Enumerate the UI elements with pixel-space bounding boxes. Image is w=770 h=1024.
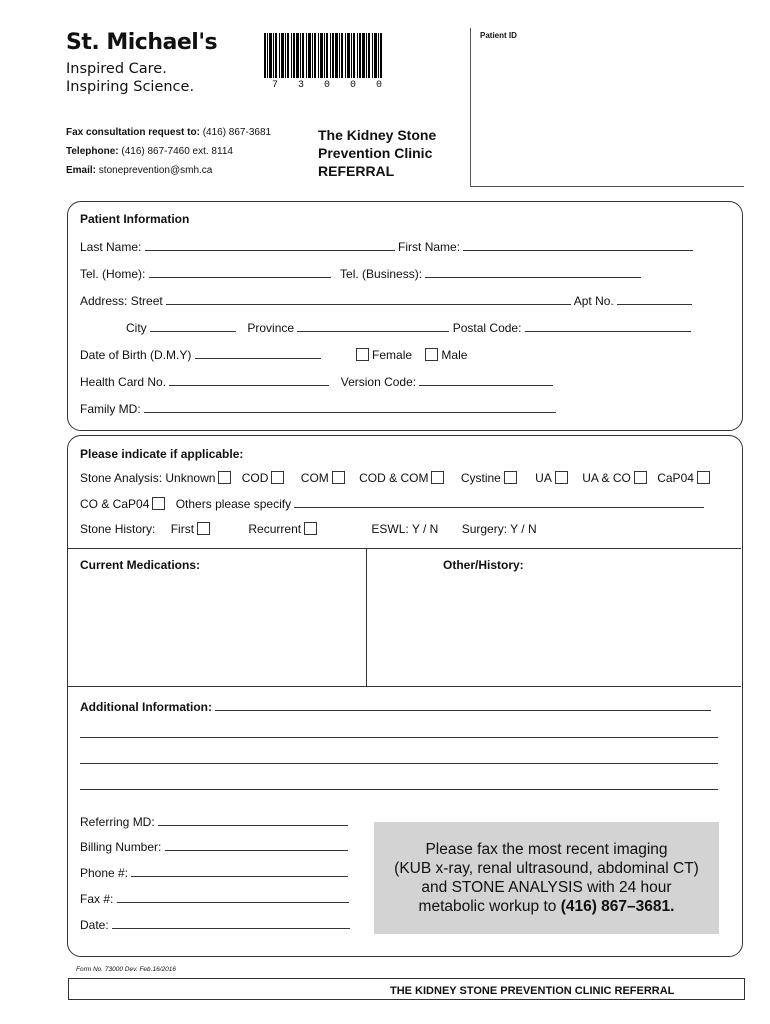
- notice-line: Please fax the most recent imaging: [425, 841, 668, 858]
- patient-information-panel: [67, 201, 743, 431]
- logo-tagline-line2: Inspiring Science.: [66, 79, 195, 95]
- cod-label: COD: [241, 471, 269, 485]
- notice-line4-prefix: metabolic workup to: [418, 898, 557, 915]
- other-history-label: Other/History:: [443, 558, 524, 572]
- date-field[interactable]: [112, 918, 350, 929]
- family-md-label: Family MD:: [80, 402, 141, 416]
- patient-id-label: Patient ID: [480, 31, 517, 40]
- cod-checkbox[interactable]: [271, 471, 284, 484]
- billing-number-field[interactable]: [165, 840, 348, 851]
- cap04-label: CaP04: [657, 471, 694, 485]
- last-name-field[interactable]: [145, 240, 395, 251]
- additional-info-line[interactable]: [80, 737, 718, 738]
- tel-home-label: Tel. (Home):: [80, 267, 146, 281]
- additional-info-line[interactable]: [80, 789, 718, 790]
- fax-contact-value: (416) 867-3681: [202, 127, 272, 138]
- co-cap04-checkbox[interactable]: [152, 497, 165, 510]
- form-number: Form No. 73000 Dev. Feb.16/2016: [76, 966, 176, 973]
- telephone-contact: [66, 146, 233, 157]
- additional-info-row: [80, 700, 711, 714]
- barcode-digit: 0: [323, 80, 330, 91]
- email-contact: [66, 165, 212, 176]
- additional-info-line[interactable]: [80, 763, 718, 764]
- others-specify-label: Others please specify: [175, 497, 292, 511]
- address-street-field[interactable]: [166, 294, 571, 305]
- clinic-title-line1: The Kidney Stone: [318, 127, 437, 143]
- city-row: [126, 321, 691, 335]
- first-checkbox[interactable]: [197, 522, 210, 535]
- phone-label: Phone #:: [80, 866, 129, 880]
- male-checkbox[interactable]: [425, 348, 438, 361]
- phone-field[interactable]: [131, 866, 348, 877]
- telephone-value: (416) 867-7460 ext. 8114: [121, 146, 233, 157]
- notice-fax-number: (416) 867–3681.: [560, 898, 675, 915]
- current-medications-label: Current Medications:: [80, 558, 201, 572]
- stone-analysis-unknown-label: Stone Analysis: Unknown: [80, 471, 216, 485]
- additional-info-label: Additional Information:: [80, 700, 212, 714]
- patient-id-box[interactable]: [470, 28, 744, 187]
- first-name-field[interactable]: [463, 240, 693, 251]
- cystine-label: Cystine: [460, 471, 501, 485]
- cystine-checkbox[interactable]: [504, 471, 517, 484]
- date-row: [80, 918, 350, 932]
- email-value: stoneprevention@smh.ca: [98, 165, 213, 176]
- male-label: Male: [441, 348, 468, 362]
- tel-home-field[interactable]: [149, 267, 331, 278]
- referring-md-row: [80, 815, 348, 829]
- imaging-notice: [374, 822, 719, 934]
- ua-checkbox[interactable]: [555, 471, 568, 484]
- phone-row: [80, 866, 348, 880]
- fax-contact: [66, 127, 271, 138]
- postal-code-field[interactable]: [525, 321, 691, 332]
- com-label: COM: [300, 471, 329, 485]
- tel-business-field[interactable]: [425, 267, 641, 278]
- dob-row: [80, 348, 467, 362]
- com-checkbox[interactable]: [332, 471, 345, 484]
- patient-info-heading: Patient Information: [80, 212, 190, 226]
- footer-title: THE KIDNEY STONE PREVENTION CLINIC REFERRAL: [386, 985, 678, 997]
- logo-tagline-line1: Inspired Care.: [66, 61, 167, 77]
- telephone-label: Telephone:: [66, 146, 119, 157]
- barcode-digit: 0: [375, 80, 382, 91]
- city-label: City: [126, 321, 147, 335]
- clinic-title: [318, 126, 436, 180]
- referring-md-label: Referring MD:: [80, 815, 155, 829]
- postal-code-label: Postal Code:: [452, 321, 522, 335]
- health-card-label: Health Card No.: [80, 375, 167, 389]
- column-divider: [366, 548, 367, 686]
- address-row: [80, 294, 692, 308]
- additional-info-field[interactable]: [215, 700, 711, 711]
- billing-number-label: Billing Number:: [80, 840, 162, 854]
- divider: [68, 548, 741, 549]
- others-row: [80, 497, 704, 511]
- cod-com-checkbox[interactable]: [431, 471, 444, 484]
- fax-contact-label: Fax consultation request to:: [66, 127, 200, 138]
- dob-field[interactable]: [195, 348, 321, 359]
- unknown-checkbox[interactable]: [218, 471, 231, 484]
- family-md-field[interactable]: [144, 402, 556, 413]
- dob-label: Date of Birth (D.M.Y): [80, 348, 192, 362]
- apt-no-label: Apt No.: [573, 294, 614, 308]
- barcode-digit: 0: [349, 80, 356, 91]
- billing-number-row: [80, 840, 348, 854]
- ua-co-label: UA & CO: [582, 471, 631, 485]
- ua-co-checkbox[interactable]: [634, 471, 647, 484]
- eswl-label[interactable]: ESWL: Y / N: [371, 522, 439, 536]
- applicable-heading: Please indicate if applicable:: [80, 447, 244, 461]
- province-field[interactable]: [297, 321, 449, 332]
- date-label: Date:: [80, 918, 109, 932]
- recurrent-checkbox[interactable]: [304, 522, 317, 535]
- apt-no-field[interactable]: [617, 294, 692, 305]
- female-label: Female: [372, 348, 413, 362]
- female-checkbox[interactable]: [356, 348, 369, 361]
- fax-label: Fax #:: [80, 892, 114, 906]
- referring-md-field[interactable]: [158, 815, 348, 826]
- fax-field[interactable]: [117, 892, 349, 903]
- ua-label: UA: [535, 471, 552, 485]
- divider: [68, 686, 741, 687]
- clinic-title-line3: REFERRAL: [318, 163, 395, 179]
- telephone-row: [80, 267, 641, 281]
- stone-history-row: [80, 522, 537, 536]
- address-street-label: Address: Street: [80, 294, 163, 308]
- health-card-row: [80, 375, 553, 389]
- stone-history-label: Stone History:: [80, 522, 156, 536]
- email-label: Email:: [66, 165, 97, 176]
- city-field[interactable]: [150, 321, 236, 332]
- notice-line: (KUB x-ray, renal ultrasound, abdominal CT): [394, 860, 699, 877]
- version-code-label: Version Code:: [340, 375, 417, 389]
- logo-name: St. Michael's: [66, 30, 218, 55]
- province-label: Province: [247, 321, 295, 335]
- cap04-checkbox[interactable]: [697, 471, 710, 484]
- fax-row: [80, 892, 349, 906]
- name-row: [80, 240, 693, 254]
- co-cap04-label: CO & CaP04: [80, 497, 150, 511]
- logo-tagline: [66, 60, 194, 96]
- other-history-field[interactable]: [370, 575, 738, 683]
- health-card-field[interactable]: [169, 375, 329, 386]
- first-name-label: First Name:: [398, 240, 461, 254]
- current-medications-field[interactable]: [70, 575, 364, 683]
- cod-com-label: COD & COM: [359, 471, 429, 485]
- recurrent-label: Recurrent: [248, 522, 302, 536]
- others-specify-field[interactable]: [294, 497, 704, 508]
- last-name-label: Last Name:: [80, 240, 142, 254]
- notice-line: [374, 897, 719, 916]
- clinic-title-line2: Prevention Clinic: [318, 145, 433, 161]
- barcode-digit: 7: [272, 80, 279, 91]
- tel-business-label: Tel. (Business):: [340, 267, 423, 281]
- version-code-field[interactable]: [419, 375, 553, 386]
- notice-line: and STONE ANALYSIS with 24 hour: [421, 879, 672, 896]
- surgery-label[interactable]: Surgery: Y / N: [461, 522, 537, 536]
- barcode-digits: [272, 80, 382, 91]
- family-md-row: [80, 402, 556, 416]
- barcode-digit: 3: [297, 80, 304, 91]
- barcode-image: [264, 33, 382, 78]
- first-label: First: [170, 522, 195, 536]
- stone-analysis-row: [80, 471, 713, 485]
